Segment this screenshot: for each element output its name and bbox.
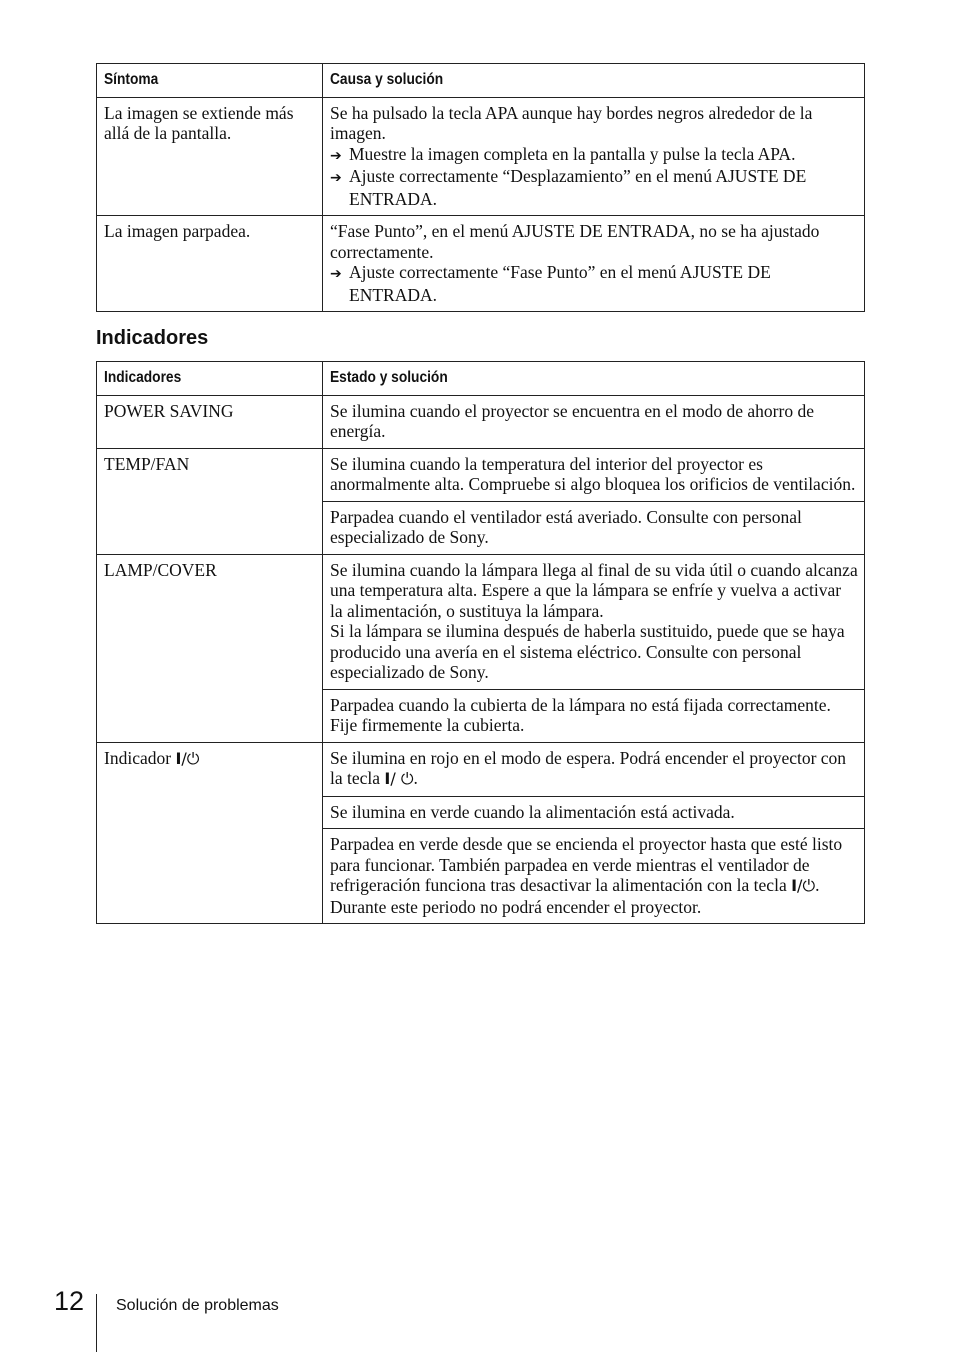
cause-cell (323, 216, 865, 312)
cause-cell (323, 97, 865, 216)
table-row (97, 395, 865, 448)
indicator-power-label: Indicador (104, 747, 172, 768)
footer-divider (96, 1294, 97, 1352)
arrow-right-icon: ➔ (330, 170, 342, 186)
solution-item: ➔ Muestre la imagen completa en la pantalla y pulse la tecla APA. (330, 144, 858, 167)
table-row (97, 554, 865, 689)
power-standby-icon: I/ ⏻ (384, 769, 414, 788)
power-standby-icon: I/⏻ (175, 748, 200, 768)
status-cell: Se ilumina en verde cuando la alimentación está activada. (323, 796, 865, 829)
indicators-table (96, 361, 865, 924)
solution-item: ➔ Ajuste correctamente “Fase Punto” en el menú AJUSTE DE ENTRADA. (330, 262, 771, 305)
column-header-cause: Causa y solución (323, 64, 865, 98)
section-title: Indicadores (96, 327, 209, 349)
status-cell: Se ilumina cuando la lámpara llega al final de su vida útil o cuando alcanza una temperatura alta. Espere a que la lámpara se enfríe y vuelva a activar la alimentación, o sustituya la lámpara. Si la lámpara se ilumina después de haberla sustituido, puede que se haya producido una avería en el sistema eléctrico. Consulte con personal especializado de Sony. (323, 554, 865, 689)
page-number: 12 (54, 1286, 85, 1316)
symptom-cell: La imagen parpadea. (97, 216, 323, 312)
power-standby-icon: I/⏻ (791, 876, 816, 895)
solution-item: ➔ Ajuste correctamente “Desplazamiento” en el menú AJUSTE DE ENTRADA. (330, 166, 807, 209)
indicator-lamp-cover: LAMP/COVER (97, 554, 323, 742)
indicator-power-saving: POWER SAVING (97, 395, 323, 448)
column-header-indicators: Indicadores (97, 362, 323, 396)
troubleshooting-table (96, 63, 865, 312)
arrow-right-icon: ➔ (330, 147, 342, 164)
footer-section-title: Solución de problemas (116, 1297, 279, 1314)
cause-text: Se ha pulsado la tecla APA aunque hay bordes negros alrededor de la imagen. (330, 102, 813, 143)
column-header-status: Estado y solución (323, 362, 865, 396)
indicator-temp-fan: TEMP/FAN (97, 448, 323, 554)
status-cell: Parpadea cuando el ventilador está averiado. Consulte con personal especializado de Sony. (323, 501, 865, 554)
status-cell: Se ilumina en rojo en el modo de espera. Podrá encender el proyector con la tecla I/ ⏻. (323, 742, 865, 796)
table-row (97, 97, 865, 216)
arrow-right-icon: ➔ (330, 266, 342, 282)
symptom-cell: La imagen se extiende más allá de la pantalla. (97, 97, 323, 216)
cause-text: “Fase Punto”, en el menú AJUSTE DE ENTRADA, no se ha ajustado correctamente. (330, 221, 820, 262)
status-cell: Parpadea en verde desde que se encienda el proyector hasta que esté listo para funcionar. También parpadea en verde mientras el ventilador de refrigeración funciona tras desactivar la alimentación con la tecla I/⏻. Durante este periodo no podrá encender el proyector. (323, 829, 865, 924)
indicator-power (97, 742, 323, 924)
column-header-symptom: Síntoma (97, 64, 323, 98)
status-cell: Se ilumina cuando la temperatura del interior del proyector es anormalmente alta. Compruebe si algo bloquea los orificios de ventilación. (323, 448, 865, 501)
table-row (97, 742, 865, 796)
status-cell: Parpadea cuando la cubierta de la lámpara no está fijada correctamente. Fije firmemente la cubierta. (323, 689, 865, 742)
table-header-row (97, 362, 865, 396)
status-cell: Se ilumina cuando el proyector se encuentra en el modo de ahorro de energía. (323, 395, 865, 448)
table-row (97, 448, 865, 501)
table-header-row (97, 64, 865, 98)
table-row (97, 216, 865, 312)
